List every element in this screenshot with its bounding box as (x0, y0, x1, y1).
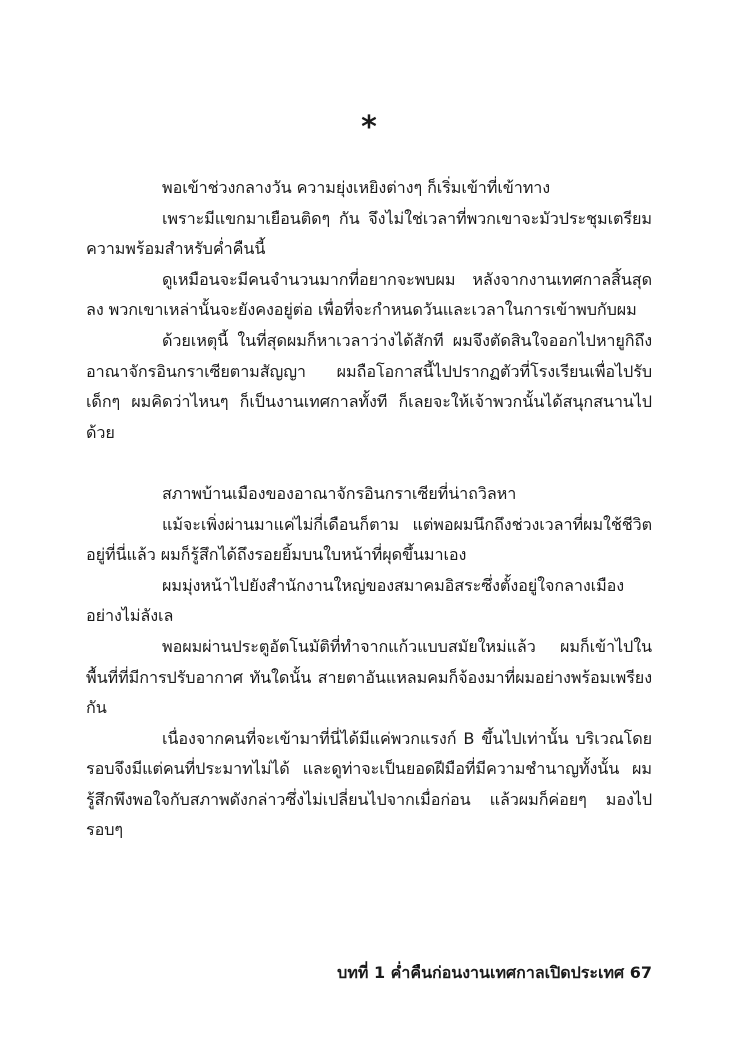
page-number: 67 (629, 963, 652, 982)
body-text (86, 173, 652, 846)
paragraph: เนื่องจากคนที่จะเข้ามาที่นี่ได้มีแค่พวกแรงก์ B ขึ้นไปเท่านั้น บริเวณโดยรอบจึงมีแต่คนที่ประมาทไม่ได้ และดูท่าจะเป็นยอดฝีมือที่มีความชำนาญทั้งนั้น ผมรู้สึกพึงพอใจกับสภาพดังกล่าวซึ่งไม่เปลี่ยนไปจากเมื่อก่อน แล้วผมก็ค่อยๆ มองไปรอบๆ (86, 728, 652, 840)
paragraph: ดูเหมือนจะมีคนจำนวนมากที่อยากจะพบผม หลังจากงานเทศกาลสิ้นสุดลง พวกเขาเหล่านั้นจะยังคงอยู่ต่อ เพื่อที่จะกำหนดวันและเวลาในการเข้าพบกับผม (86, 269, 652, 320)
paragraph: พอผมผ่านประตูอัตโนมัติที่ทำจากแก้วแบบสมัยใหม่แล้ว ผมก็เข้าไปในพื้นที่ที่มีการปรับอากาศ ทันใดนั้น สายตาอันแหลมคมก็จ้องมาที่ผมอย่างพร้อมเพรียงกัน (86, 636, 652, 718)
paragraph: ผมมุ่งหน้าไปยังสำนักงานใหญ่ของสมาคมอิสระซึ่งตั้งอยู่ใจกลางเมืองอย่างไม่ลังเล (86, 575, 625, 626)
paragraph: แม้จะเพิ่งผ่านมาแค่ไม่กี่เดือนก็ตาม แต่พอผมนึกถึงช่วงเวลาที่ผมใช้ชีวิตอยู่ที่นี่แล้ว ผมก็รู้สึกได้ถึงรอยยิ้มบนใบหน้าที่ผุดขึ้นมาเอง (86, 514, 652, 565)
chapter-title: บทที่ 1 ค่ำคืนก่อนงานเทศกาลเปิดประเทศ (337, 963, 625, 982)
running-footer (86, 958, 652, 988)
paragraph: พอเข้าช่วงกลางวัน ความยุ่งเหยิงต่างๆ ก็เริ่มเข้าที่เข้าทาง (162, 178, 551, 197)
paragraph: ด้วยเหตุนี้ ในที่สุดผมก็หาเวลาว่างได้สักที ผมจึงตัดสินใจออกไปหายูกิถึงอาณาจักรอินกราเซียตามสัญญา ผมถือโอกาสนี้ไปปรากฏตัวที่โรงเรียนเพื่อไปรับเด็กๆ ผมคิดว่าไหนๆ ก็เป็นงานเทศกาลทั้งที ก็เลยจะให้เจ้าพวกนั้นได้สนุกสนานไปด้วย (86, 330, 652, 442)
paragraph: สภาพบ้านเมืองของอาณาจักรอินกราเซียที่น่าถวิลหา (162, 483, 517, 503)
paragraph: เพราะมีแขกมาเยือนติดๆ กัน จึงไม่ใช่เวลาที่พวกเขาจะมัวประชุมเตรียมความพร้อมสำหรับค่ำคืนนี้ (86, 208, 652, 259)
section-separator: * (361, 110, 377, 145)
